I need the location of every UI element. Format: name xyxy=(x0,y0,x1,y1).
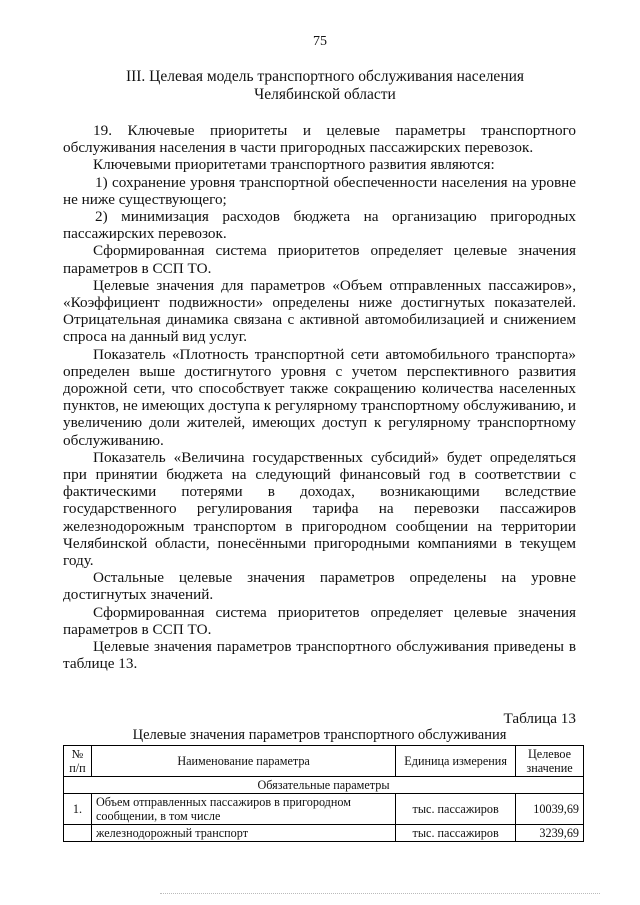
paragraph-other-values: Остальные целевые значения параметров определены на уровне достигнутых значений. xyxy=(63,569,576,604)
paragraph-19: 19. Ключевые приоритеты и целевые параметры транспортного обслуживания населения в части пригородных пассажирских перевозок. xyxy=(63,122,576,157)
table-header-row xyxy=(64,746,584,777)
table-title: Целевые значения параметров транспортного обслуживания xyxy=(132,727,507,743)
row-num: 1. xyxy=(64,794,92,825)
group-label: Обязательные параметры xyxy=(64,777,584,794)
paragraph-network-density: Показатель «Плотность транспортной сети автомобильного транспорта» определен выше достигнутого уровня с учетом перспективного развития дорожной сети, что способствует также сокращению количества населенных пунктов, не имеющих доступа к регулярному транспортному обслуживанию, и увеличению доли жителей, имеющих доступ к регулярному транспортному обслуживанию. xyxy=(63,345,576,449)
priority-item-1: 1) сохранение уровня транспортной обеспеченности населения на уровне не ниже существующего; xyxy=(63,173,576,208)
paragraph-subsidies: Показатель «Величина государственных субсидий» будет определяться при принятии бюджета на следующий финансовый год в соответствии с фактическими потерями в доходах, возникающими вследствие государственного регулирования тарифа на перевозки пассажиров железнодорожным транспортом в пригородном сообщении на территории Челябинской области, понесёнными пригородными компаниями в текущем году. xyxy=(63,448,576,570)
table-row xyxy=(64,825,584,842)
target-values-table xyxy=(63,745,584,842)
body-text xyxy=(63,122,576,673)
paragraph-priorities-intro: Ключевыми приоритетами транспортного развития являются: xyxy=(93,156,495,174)
header-value: Целевое значение xyxy=(516,746,584,777)
paragraph-table-reference: Целевые значения параметров транспортного обслуживания приведены в таблице 13. xyxy=(63,638,576,673)
table-label: Таблица 13 xyxy=(503,710,576,727)
row-value: 3239,69 xyxy=(516,825,584,842)
paragraph-passengers-mobility: Целевые значения для параметров «Объем отправленных пассажиров», «Коэффициент подвижности» определены ниже достигнутых показателей. Отрицательная динамика связана с активной автомобилизацией и снижением спроса на данный вид услуг. xyxy=(63,276,576,346)
row-unit: тыс. пассажиров xyxy=(396,825,516,842)
section-title-line-2: Челябинской области xyxy=(254,86,396,103)
page-bottom-divider xyxy=(160,893,600,895)
page-number: 75 xyxy=(313,34,327,49)
header-unit: Единица измерения xyxy=(396,746,516,777)
row-name: железнодорожный транспорт xyxy=(91,825,395,842)
row-name: Объем отправленных пассажиров в пригородном сообщении, в том числе xyxy=(91,794,395,825)
table-caption xyxy=(63,710,576,744)
header-num: № п/п xyxy=(64,746,92,777)
row-unit: тыс. пассажиров xyxy=(396,794,516,825)
row-value: 10039,69 xyxy=(516,794,584,825)
section-title-line-1: III. Целевая модель транспортного обслуживания населения xyxy=(125,68,525,85)
priority-item-2: 2) минимизация расходов бюджета на организацию пригородных пассажирских перевозок. xyxy=(63,208,576,243)
header-name: Наименование параметра xyxy=(91,746,395,777)
paragraph-priority-system: Сформированная система приоритетов определяет целевые значения параметров в ССП ТО. xyxy=(63,242,576,277)
section-title xyxy=(60,68,590,104)
paragraph-priority-system-2: Сформированная система приоритетов определяет целевые значения параметров в ССП ТО. xyxy=(63,603,576,638)
table-group-row xyxy=(64,777,584,794)
row-num xyxy=(64,825,92,842)
table-row xyxy=(64,794,584,825)
